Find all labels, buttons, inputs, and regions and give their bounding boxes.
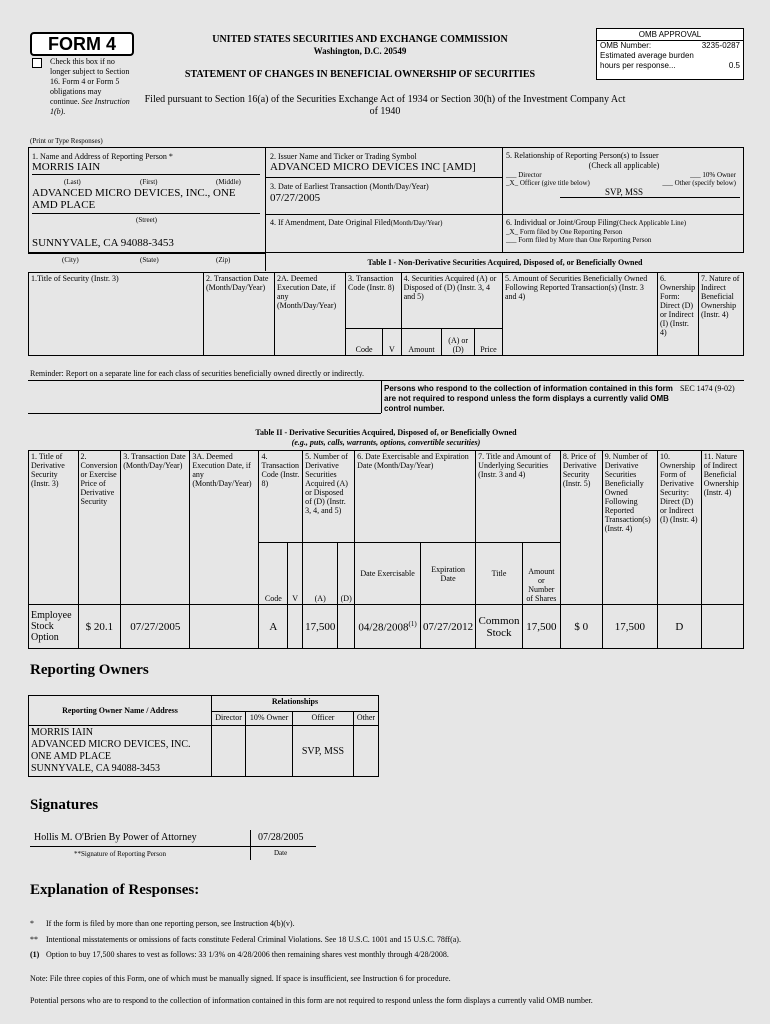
t2-col10: 10. Ownership Form of Derivative Security: Direct (D) or Indirect (I) (Instr. 4) <box>658 451 702 605</box>
t1-col1: 1.Title of Security (Instr. 3) <box>29 273 204 356</box>
statement-title: STATEMENT OF CHANGES IN BENEFICIAL OWNERSHIP OF SECURITIES <box>184 69 536 80</box>
explanation-file-note: Note: File three copies of this Form, one of which must be manually signed. If space is insufficient, see Instruction 6 for procedure. <box>30 974 451 983</box>
t2-row-security: Employee Stock Option <box>29 605 79 649</box>
t2-row-amount: 17,500 <box>303 605 338 649</box>
t2-row-deemed <box>190 605 259 649</box>
t2-v: V <box>288 543 303 605</box>
owners-address: MORRIS IAIN ADVANCED MICRO DEVICES, INC. ONE AMD PLACE SUNNYVALE, CA 94088-3453 <box>29 726 212 777</box>
t2-col8: 8. Price of Derivative Security (Instr. 5) <box>560 451 602 605</box>
t1-col2a: 2A. Deemed Execution Date, if any (Month/Day/Year) <box>275 273 346 356</box>
explanation-potential: Potential persons who are to respond to the collection of information contained in this form are not required to respond unless the form displays a currently valid OMB number. <box>30 996 593 1005</box>
relationship-label: 5. Relationship of Reporting Person(s) to Issuer <box>506 151 659 160</box>
t1-col6: 6. Ownership Form: Direct (D) or Indirect (I) (Instr. 4) <box>658 273 699 356</box>
t1-col3: 3. Transaction Code (Instr. 8) <box>346 273 402 329</box>
checkbox-icon[interactable] <box>32 58 42 68</box>
form-title-box <box>30 32 134 56</box>
t1-amount: Amount <box>401 329 442 356</box>
omb-box <box>596 28 744 80</box>
omb-title: OMB APPROVAL <box>597 29 743 41</box>
sec-code: SEC 1474 (9-02) <box>680 384 735 393</box>
t2-row-shares: 17,500 <box>522 605 560 649</box>
table1 <box>28 272 744 356</box>
t1-col7: 7. Nature of Indirect Beneficial Ownership (Instr. 4) <box>699 273 744 356</box>
t1-aord: (A) or (D) <box>442 329 475 356</box>
t2-expiration: Expiration Date <box>421 543 476 605</box>
issuer-value: ADVANCED MICRO DEVICES INC [AMD] <box>270 161 476 173</box>
reminder: Reminder: Report on a separate line for each class of securities beneficially owned directly or indirectly. <box>30 369 365 378</box>
t2-row-expiration: 07/27/2012 <box>421 605 476 649</box>
t2-code: Code <box>259 543 288 605</box>
earliest-date-label: 3. Date of Earliest Transaction (Month/Day/Year) <box>270 182 429 191</box>
explanation-heading: Explanation of Responses: <box>30 882 200 898</box>
street-label: (Street) <box>136 216 157 224</box>
t2-col6: 6. Date Exercisable and Expiration Date (Month/Day/Year) <box>355 451 476 543</box>
t2-col7: 7. Title and Amount of Underlying Securities (Instr. 3 and 4) <box>476 451 561 543</box>
reporter-city: SUNNYVALE, CA 94088-3453 <box>32 237 174 249</box>
checkbox-text <box>50 57 132 117</box>
owners-director-cell <box>212 726 246 777</box>
t2-col9: 9. Number of Derivative Securities Beneficially Owned Following Reported Transaction(s) (Instr. 4) <box>602 451 657 605</box>
filing-label: 6. Individual or Joint/Group Filing(Check Applicable Line) <box>506 218 687 227</box>
explanation-note1: (1) Option to buy 17,500 shares to vest as follows: 33 1/3% on 4/28/2006 then remaining shares vest monthly through 4/28/2008. <box>30 950 449 959</box>
issuer-label: 2. Issuer Name and Ticker or Trading Symbol <box>270 152 417 161</box>
date-label: Date <box>274 849 288 857</box>
table-row <box>29 726 379 777</box>
t2-a: (A) <box>303 543 338 605</box>
t2-row-nature <box>701 605 743 649</box>
earliest-date: 07/27/2005 <box>270 192 321 204</box>
owners-col-officer: Officer <box>292 712 353 726</box>
t2-d: (D) <box>338 543 355 605</box>
reporter-address: ADVANCED MICRO DEVICES, INC., ONE AMD PLACE <box>32 187 236 211</box>
owners-col-name: Reporting Owner Name / Address <box>29 696 212 726</box>
signature-name: Hollis M. O'Brien By Power of Attorney <box>34 832 197 843</box>
officer-title: SVP, MSS <box>604 187 644 197</box>
owners-table <box>28 695 379 777</box>
see-instruction: See Instruction 1(b). <box>50 97 130 116</box>
t2-row-owned: 17,500 <box>602 605 657 649</box>
t2-col11: 11. Nature of Indirect Beneficial Ownership (Instr. 4) <box>701 451 743 605</box>
table-row <box>29 605 744 649</box>
t2-col1: 1. Title of Derivative Security (Instr. 3) <box>29 451 79 605</box>
t2-row-date: 07/27/2005 <box>121 605 190 649</box>
t2-row-v <box>288 605 303 649</box>
filing-more: ___ Form filed by More than One Reporting Person <box>506 236 652 244</box>
signatures-heading: Signatures <box>30 797 99 813</box>
footnote-ref[interactable]: (1) <box>408 619 417 628</box>
first-label: (First) <box>140 178 158 186</box>
t2-row-code: A <box>259 605 288 649</box>
table2-title: Table II - Derivative Securities Acquired, Disposed of, or Beneficially Owned <box>255 428 517 437</box>
agency-location: Washington, D.C. 20549 <box>313 46 407 56</box>
print-type: (Print or Type Responses) <box>30 137 103 145</box>
table2-subtitle: (e.g., puts, calls, warrants, options, convertible securities) <box>291 438 481 447</box>
table1-title: Table I - Non-Derivative Securities Acquired, Disposed of, or Beneficially Owned <box>367 258 643 267</box>
t2-row-price: $ 20.1 <box>78 605 121 649</box>
state-label: (State) <box>140 256 159 264</box>
t2-col2: 2. Conversion or Exercise Price of Derivative Security <box>78 451 121 605</box>
t1-col5: 5. Amount of Securities Beneficially Owned Following Reported Transaction(s) (Instr. 3 and 4) <box>503 273 658 356</box>
owners-officer-cell: SVP, MSS <box>292 726 353 777</box>
omb-number-row <box>597 41 743 51</box>
t2-date-exercisable: Date Exercisable <box>355 543 421 605</box>
table2 <box>28 450 744 649</box>
owners-heading: Reporting Owners <box>30 662 149 678</box>
agency-name: UNITED STATES SECURITIES AND EXCHANGE COMMISSION <box>212 34 508 45</box>
explanation-star1: * If the form is filed by more than one reporting person, see Instruction 4(b)(v). <box>30 919 295 928</box>
t1-v: V <box>383 329 401 356</box>
checkbox-label: Check this box if no longer subject to Section 16. Form 4 or Form 5 obligations may continue. <box>50 57 130 106</box>
owners-col-owner: 10% Owner <box>246 712 293 726</box>
owners-other-cell <box>353 726 378 777</box>
signature-date: 07/28/2005 <box>258 832 304 843</box>
t2-row-d <box>338 605 355 649</box>
persons-notice: Persons who respond to the collection of information contained in this form are not required to respond unless the form displays a currently valid OMB control number. <box>384 384 673 413</box>
t1-code: Code <box>346 329 383 356</box>
t2-col3: 3. Transaction Date (Month/Day/Year) <box>121 451 190 605</box>
t2-amount-shares: Amount or Number of Shares <box>522 543 560 605</box>
omb-number-label: OMB Number: <box>600 41 652 50</box>
relationship-check: (Check all applicable) <box>588 161 660 170</box>
city-label: (City) <box>62 256 79 264</box>
owners-owner-cell <box>246 726 293 777</box>
filed-pursuant: Filed pursuant to Section 16(a) of the Securities Exchange Act of 1934 or Section 30(h) of the Investment Company Act of 1940 <box>144 94 626 117</box>
omb-hours: 0.5 <box>728 61 740 70</box>
omb-number: 3235-0287 <box>701 41 740 50</box>
owners-col-director: Director <box>212 712 246 726</box>
reporter-name: MORRIS IAIN <box>32 161 101 173</box>
t2-row-form: D <box>658 605 702 649</box>
t2-col5: 5. Number of Derivative Securities Acquired (A) or Disposed of (D) (Instr. 3, 4, and 5) <box>303 451 355 543</box>
director-option: ___ Director ___ 10% Owner _X_ Officer (give title below) ___ Other (specify below) <box>506 171 736 187</box>
owners-col-relationships: Relationships <box>212 696 379 712</box>
owners-col-other: Other <box>353 712 378 726</box>
explanation-star2: ** Intentional misstatements or omissions of facts constitute Federal Criminal Violations. See 18 U.S.C. 1001 and 15 U.S.C. 78ff(a). <box>30 935 461 944</box>
t1-col4: 4. Securities Acquired (A) or Disposed of (D) (Instr. 3, 4 and 5) <box>401 273 502 329</box>
filing-one: _X_ Form filed by One Reporting Person <box>506 228 623 236</box>
last-label: (Last) <box>64 178 81 186</box>
t2-row-title: Common Stock <box>476 605 523 649</box>
form-title: FORM 4 <box>47 34 116 54</box>
omb-hours-label: hours per response... <box>600 61 676 70</box>
t2-col3a: 3A. Deemed Execution Date, if any (Month/Day/Year) <box>190 451 259 605</box>
zip-label: (Zip) <box>216 256 231 264</box>
t2-row-exercisable: 04/28/2008$^{(1)}$ <box>355 605 421 649</box>
omb-hours-row <box>597 61 743 71</box>
middle-label: (Middle) <box>216 178 241 186</box>
amendment-label: 4. If Amendment, Date Original Filed(Month/Day/Year) <box>270 218 443 227</box>
t2-row-deriv-price: $ 0 <box>560 605 602 649</box>
t1-col2: 2. Transaction Date (Month/Day/Year) <box>204 273 275 356</box>
t1-price: Price <box>475 329 503 356</box>
reporter-name-label: 1. Name and Address of Reporting Person * <box>32 152 173 161</box>
signature-label: **Signature of Reporting Person <box>74 850 166 858</box>
t2-title: Title <box>476 543 523 605</box>
omb-burden: Estimated average burden <box>600 51 694 60</box>
t2-col4: 4. Transaction Code (Instr. 8) <box>259 451 303 543</box>
